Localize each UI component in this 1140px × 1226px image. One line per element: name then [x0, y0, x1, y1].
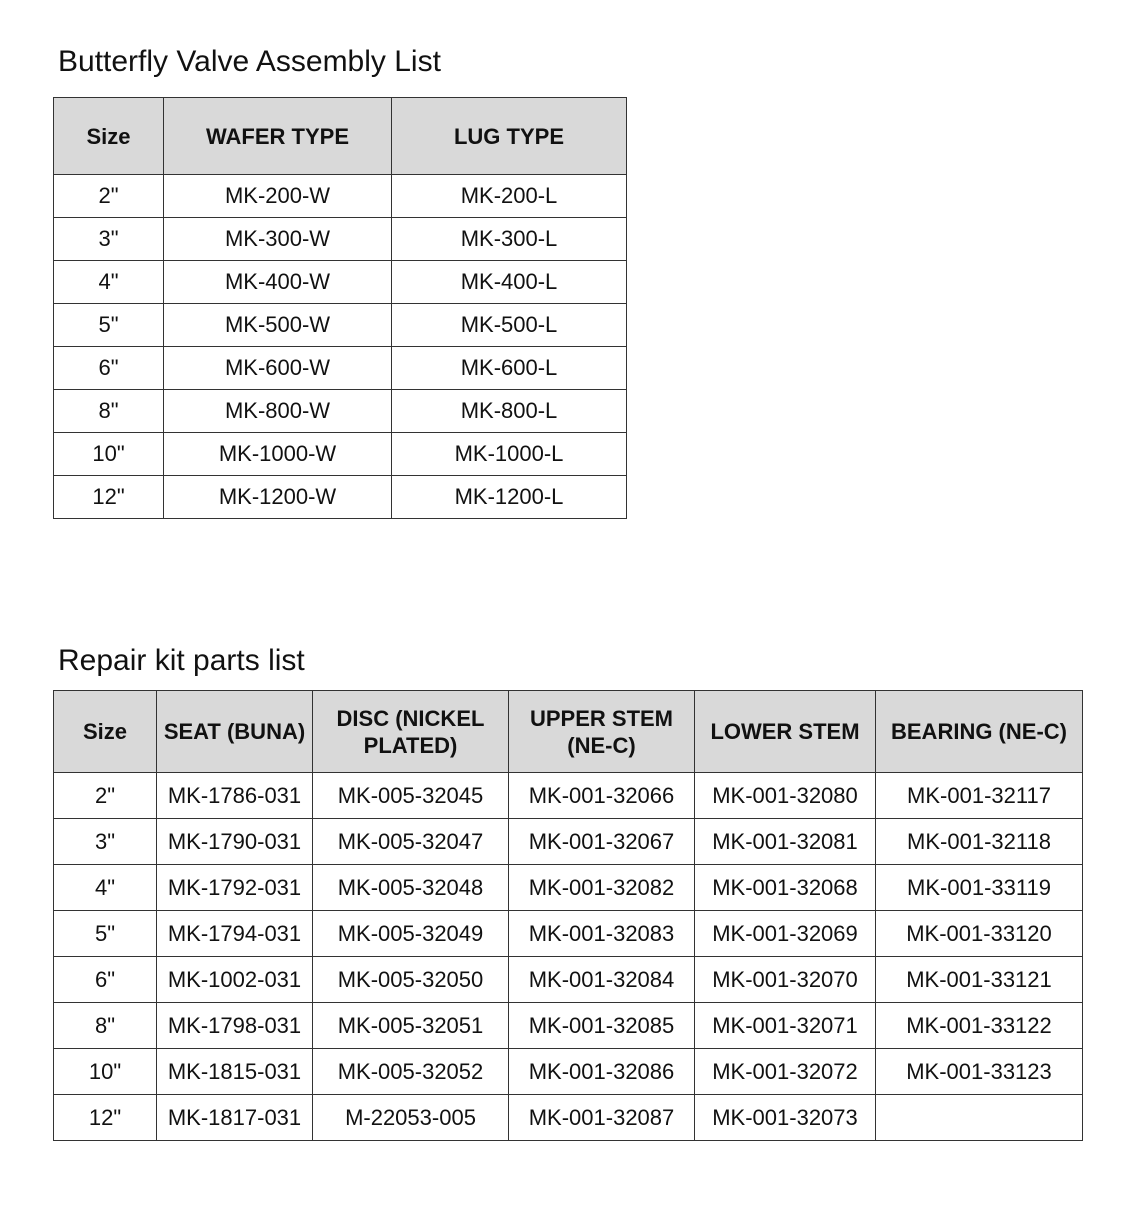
cell-seat: MK-1817-031 [157, 1095, 313, 1141]
cell-bearing: MK-001-32117 [876, 773, 1083, 819]
repair-kit-table [53, 690, 1083, 1141]
cell-seat: MK-1792-031 [157, 865, 313, 911]
column-header-lug-type: LUG TYPE [392, 98, 627, 175]
cell-lug-type: MK-1200-L [392, 476, 627, 519]
cell-size: 3" [54, 819, 157, 865]
cell-wafer-type: MK-800-W [164, 390, 392, 433]
table-header-row [54, 98, 627, 175]
cell-size: 5" [54, 911, 157, 957]
cell-disc: MK-005-32048 [313, 865, 509, 911]
cell-size: 3" [54, 218, 164, 261]
cell-size: 10" [54, 433, 164, 476]
cell-wafer-type: MK-400-W [164, 261, 392, 304]
cell-lug-type: MK-800-L [392, 390, 627, 433]
cell-lower-stem: MK-001-32069 [695, 911, 876, 957]
cell-seat: MK-1815-031 [157, 1049, 313, 1095]
cell-lower-stem: MK-001-32068 [695, 865, 876, 911]
table-row [54, 819, 1083, 865]
column-header-lower-stem: LOWER STEM [695, 691, 876, 773]
table-row [54, 218, 627, 261]
cell-disc: MK-005-32049 [313, 911, 509, 957]
table-row [54, 261, 627, 304]
column-header-bearing: BEARING (NE-C) [876, 691, 1083, 773]
cell-bearing: MK-001-33119 [876, 865, 1083, 911]
cell-bearing: MK-001-33122 [876, 1003, 1083, 1049]
cell-disc: MK-005-32051 [313, 1003, 509, 1049]
table-row [54, 175, 627, 218]
cell-size: 4" [54, 865, 157, 911]
cell-lower-stem: MK-001-32072 [695, 1049, 876, 1095]
cell-size: 2" [54, 175, 164, 218]
cell-lower-stem: MK-001-32071 [695, 1003, 876, 1049]
assembly-list-table [53, 97, 627, 519]
cell-lower-stem: MK-001-32070 [695, 957, 876, 1003]
cell-upper-stem: MK-001-32083 [509, 911, 695, 957]
assembly-list-title: Butterfly Valve Assembly List [58, 45, 441, 78]
cell-seat: MK-1798-031 [157, 1003, 313, 1049]
cell-lug-type: MK-500-L [392, 304, 627, 347]
cell-size: 10" [54, 1049, 157, 1095]
cell-lower-stem: MK-001-32081 [695, 819, 876, 865]
repair-kit-title: Repair kit parts list [58, 644, 305, 677]
cell-disc: MK-005-32050 [313, 957, 509, 1003]
cell-lower-stem: MK-001-32080 [695, 773, 876, 819]
cell-wafer-type: MK-200-W [164, 175, 392, 218]
table-row [54, 476, 627, 519]
table-row [54, 911, 1083, 957]
table-row [54, 433, 627, 476]
column-header-size: Size [54, 691, 157, 773]
table-row [54, 957, 1083, 1003]
cell-lug-type: MK-1000-L [392, 433, 627, 476]
cell-upper-stem: MK-001-32067 [509, 819, 695, 865]
cell-disc: MK-005-32052 [313, 1049, 509, 1095]
table-row [54, 390, 627, 433]
cell-bearing: MK-001-33123 [876, 1049, 1083, 1095]
cell-size: 12" [54, 1095, 157, 1141]
cell-upper-stem: MK-001-32085 [509, 1003, 695, 1049]
table-row [54, 1003, 1083, 1049]
cell-lug-type: MK-400-L [392, 261, 627, 304]
cell-seat: MK-1002-031 [157, 957, 313, 1003]
cell-upper-stem: MK-001-32086 [509, 1049, 695, 1095]
cell-size: 6" [54, 347, 164, 390]
cell-bearing: MK-001-33120 [876, 911, 1083, 957]
cell-seat: MK-1794-031 [157, 911, 313, 957]
cell-wafer-type: MK-1200-W [164, 476, 392, 519]
column-header-upper-stem: UPPER STEM (NE-C) [509, 691, 695, 773]
cell-wafer-type: MK-500-W [164, 304, 392, 347]
column-header-size: Size [54, 98, 164, 175]
table-row [54, 347, 627, 390]
cell-seat: MK-1786-031 [157, 773, 313, 819]
cell-size: 8" [54, 1003, 157, 1049]
table-row [54, 865, 1083, 911]
table-row [54, 1095, 1083, 1141]
table-row [54, 773, 1083, 819]
cell-size: 8" [54, 390, 164, 433]
cell-size: 4" [54, 261, 164, 304]
cell-upper-stem: MK-001-32087 [509, 1095, 695, 1141]
cell-lug-type: MK-200-L [392, 175, 627, 218]
cell-bearing: MK-001-33121 [876, 957, 1083, 1003]
cell-size: 6" [54, 957, 157, 1003]
table-row [54, 1049, 1083, 1095]
cell-lower-stem: MK-001-32073 [695, 1095, 876, 1141]
cell-size: 5" [54, 304, 164, 347]
cell-lug-type: MK-300-L [392, 218, 627, 261]
column-header-seat: SEAT (BUNA) [157, 691, 313, 773]
cell-upper-stem: MK-001-32084 [509, 957, 695, 1003]
cell-size: 2" [54, 773, 157, 819]
cell-lug-type: MK-600-L [392, 347, 627, 390]
column-header-wafer-type: WAFER TYPE [164, 98, 392, 175]
cell-bearing [876, 1095, 1083, 1141]
table-header-row [54, 691, 1083, 773]
cell-disc: MK-005-32047 [313, 819, 509, 865]
cell-wafer-type: MK-600-W [164, 347, 392, 390]
cell-bearing: MK-001-32118 [876, 819, 1083, 865]
cell-size: 12" [54, 476, 164, 519]
cell-wafer-type: MK-1000-W [164, 433, 392, 476]
table-row [54, 304, 627, 347]
cell-disc: MK-005-32045 [313, 773, 509, 819]
cell-disc: M-22053-005 [313, 1095, 509, 1141]
cell-upper-stem: MK-001-32082 [509, 865, 695, 911]
cell-upper-stem: MK-001-32066 [509, 773, 695, 819]
column-header-disc: DISC (NICKEL PLATED) [313, 691, 509, 773]
cell-seat: MK-1790-031 [157, 819, 313, 865]
cell-wafer-type: MK-300-W [164, 218, 392, 261]
